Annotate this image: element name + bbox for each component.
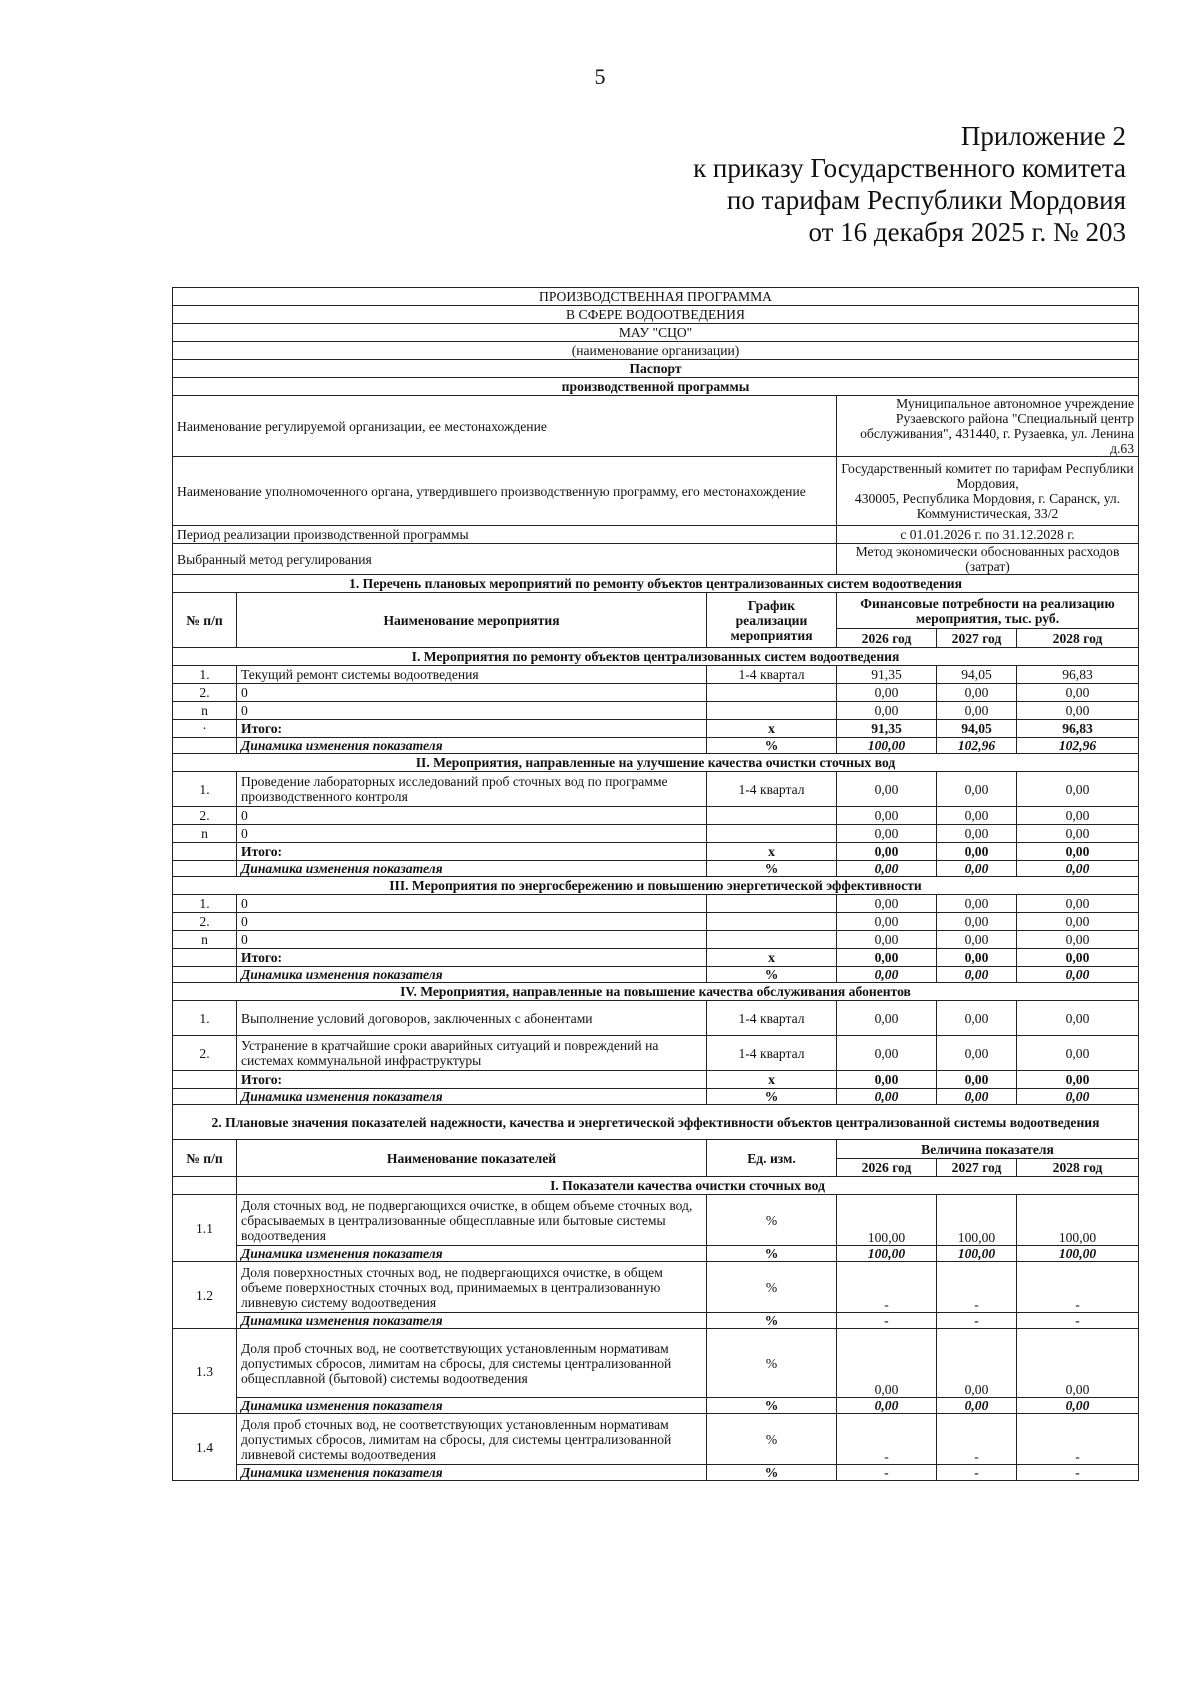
appendix-line: Приложение 2 [960, 121, 1126, 151]
row-name: 0 [237, 702, 707, 720]
indicator-value: 100,00 [1017, 1195, 1139, 1246]
column-header: Наименование мероприятия [237, 593, 707, 648]
row-value: 0,00 [937, 772, 1017, 807]
column-header: График реализации мероприятия [707, 593, 837, 648]
total-mark: х [707, 1071, 837, 1089]
group-title: IV. Мероприятия, направленные на повышение качества обслуживания абонентов [173, 983, 1139, 1001]
dynamics-value: 0,00 [837, 861, 937, 877]
total-value: 94,05 [937, 720, 1017, 738]
appendix-line: от 16 декабря 2025 г. № 203 [808, 217, 1126, 247]
indicator-row [173, 1329, 1139, 1398]
table-row [173, 895, 1139, 913]
dynamics-unit: % [707, 1246, 837, 1262]
indicator-value: 0,00 [1017, 1329, 1139, 1398]
table-row [173, 666, 1139, 684]
empty-cell [173, 861, 237, 877]
row-name: Выполнение условий договоров, заключенных с абонентами [237, 1001, 707, 1036]
year-header: 2027 год [937, 629, 1017, 648]
total-value: 91,35 [837, 720, 937, 738]
total-value: 0,00 [937, 949, 1017, 967]
total-value: 0,00 [837, 843, 937, 861]
table-row [173, 913, 1139, 931]
indicator-value: - [837, 1262, 937, 1313]
group-title-row [173, 754, 1139, 772]
dynamics-value: 0,00 [937, 861, 1017, 877]
row-number [173, 1071, 237, 1089]
row-value: 0,00 [837, 825, 937, 843]
row-value: 0,00 [937, 931, 1017, 949]
column-header: № п/п [173, 1140, 237, 1177]
row-value: 0,00 [1017, 702, 1139, 720]
row-schedule: 1-4 квартал [707, 1036, 837, 1071]
total-row [173, 843, 1139, 861]
indicator-value: 0,00 [837, 1329, 937, 1398]
row-number: 1.1 [173, 1195, 237, 1262]
row-name: Текущий ремонт системы водоотведения [237, 666, 707, 684]
total-value: 0,00 [837, 949, 937, 967]
indicator-value: - [937, 1262, 1017, 1313]
row-number: n [173, 825, 237, 843]
total-label: Итого: [237, 843, 707, 861]
table-row [173, 702, 1139, 720]
row-number: 2. [173, 1036, 237, 1071]
indicator-name: Доля проб сточных вод, не соответствующих установленным нормативам допустимых сбросов, лимитам на сбросы, для системы централизованной ливневой системы водоотведения [237, 1414, 707, 1465]
row-schedule [707, 825, 837, 843]
dynamics-label: Динамика изменения показателя [237, 1465, 707, 1481]
dynamics-value: 0,00 [937, 1089, 1017, 1105]
total-value: 0,00 [837, 1071, 937, 1089]
dynamics-row [173, 1313, 1139, 1329]
dynamics-label: Динамика изменения показателя [237, 967, 707, 983]
row-schedule: 1-4 квартал [707, 666, 837, 684]
row-value: 94,05 [937, 666, 1017, 684]
row-name: 0 [237, 684, 707, 702]
appendix-line: по тарифам Республики Мордовия [726, 185, 1126, 215]
row-value: 0,00 [1017, 807, 1139, 825]
row-number: 2. [173, 684, 237, 702]
table-row [173, 684, 1139, 702]
dynamics-row [173, 738, 1139, 754]
total-label: Итого: [237, 949, 707, 967]
dynamics-value: 0,00 [837, 1398, 937, 1414]
dynamics-value: - [937, 1313, 1017, 1329]
row-number: 2. [173, 807, 237, 825]
dynamics-value: - [1017, 1465, 1139, 1481]
empty-cell [173, 1089, 237, 1105]
row-schedule [707, 807, 837, 825]
row-value: 0,00 [837, 772, 937, 807]
row-value: 0,00 [837, 913, 937, 931]
dynamics-value: - [837, 1465, 937, 1481]
row-schedule [707, 895, 837, 913]
year-header: 2028 год [1017, 629, 1139, 648]
dynamics-label: Динамика изменения показателя [237, 1398, 707, 1414]
indicator-unit: % [707, 1414, 837, 1465]
group-title: I. Показатели качества очистки сточных вод [237, 1177, 1139, 1195]
total-mark: х [707, 949, 837, 967]
row-schedule [707, 931, 837, 949]
row-number: 1. [173, 895, 237, 913]
dynamics-label: Динамика изменения показателя [237, 1089, 707, 1105]
indicator-value: 0,00 [937, 1329, 1017, 1398]
dynamics-value: 100,00 [937, 1246, 1017, 1262]
row-schedule: 1-4 квартал [707, 1001, 837, 1036]
dynamics-value: - [937, 1465, 1017, 1481]
passport-label: Период реализации производственной программы [173, 526, 837, 544]
passport-value: Метод экономически обоснованных расходов (затрат) [837, 544, 1139, 575]
dynamics-label: Динамика изменения показателя [237, 738, 707, 754]
passport-value: с 01.01.2026 г. по 31.12.2028 г. [837, 526, 1139, 544]
dynamics-value: 0,00 [1017, 861, 1139, 877]
row-value: 91,35 [837, 666, 937, 684]
program-subtitle: В СФЕРЕ ВОДООТВЕДЕНИЯ [173, 306, 1139, 324]
row-value: 0,00 [837, 807, 937, 825]
row-value: 0,00 [937, 1036, 1017, 1071]
row-number: n [173, 931, 237, 949]
row-number: 1.3 [173, 1329, 237, 1414]
indicator-unit: % [707, 1195, 837, 1246]
dynamics-mark: % [707, 738, 837, 754]
row-number: 1. [173, 772, 237, 807]
total-mark: х [707, 843, 837, 861]
table-row [173, 1001, 1139, 1036]
dynamics-value: 0,00 [1017, 1089, 1139, 1105]
row-name: 0 [237, 895, 707, 913]
row-name: Проведение лабораторных исследований проб сточных вод по программе производственного контроля [237, 772, 707, 807]
indicator-unit: % [707, 1329, 837, 1398]
dynamics-row [173, 1398, 1139, 1414]
program-title: ПРОИЗВОДСТВЕННАЯ ПРОГРАММА [173, 288, 1139, 306]
row-number [173, 843, 237, 861]
row-value: 0,00 [1017, 895, 1139, 913]
total-label: Итого: [237, 720, 707, 738]
indicator-value: 100,00 [937, 1195, 1017, 1246]
section-title: 2. Плановые значения показателей надежности, качества и энергетической эффективности объектов централизованной системы водоотведения [173, 1105, 1139, 1140]
row-value: 0,00 [937, 807, 1017, 825]
year-header: 2026 год [837, 1159, 937, 1177]
dynamics-row [173, 1089, 1139, 1105]
year-header: 2027 год [937, 1159, 1017, 1177]
total-value: 0,00 [1017, 843, 1139, 861]
row-value: 0,00 [937, 895, 1017, 913]
row-value: 0,00 [837, 1001, 937, 1036]
indicator-name: Доля проб сточных вод, не соответствующих установленным нормативам допустимых сбросов, лимитам на сбросы, для системы централизованной общесплавной (бытовой) системы водоотведения [237, 1329, 707, 1398]
dynamics-row [173, 861, 1139, 877]
row-number: n [173, 702, 237, 720]
section1-rows [173, 648, 1139, 1105]
table-row [173, 825, 1139, 843]
row-number: 1. [173, 666, 237, 684]
total-value: 0,00 [937, 1071, 1017, 1089]
passport-label: Наименование уполномоченного органа, утвердившего производственную программу, его местонахождение [173, 457, 837, 526]
passport-value: Муниципальное автономное учреждение Рузаевского района "Специальный центр обслуживания", 431440, г. Рузаевка, ул. Ленина д.63 [837, 396, 1139, 457]
row-schedule: 1-4 квартал [707, 772, 837, 807]
dynamics-mark: % [707, 861, 837, 877]
indicator-row [173, 1262, 1139, 1313]
total-value: 0,00 [1017, 949, 1139, 967]
row-number [173, 949, 237, 967]
row-value: 0,00 [1017, 1001, 1139, 1036]
group-title-row [173, 648, 1139, 666]
group-title: II. Мероприятия, направленные на улучшение качества очистки сточных вод [173, 754, 1139, 772]
row-number: 2. [173, 913, 237, 931]
dynamics-value: - [1017, 1313, 1139, 1329]
organization-name: МАУ "СЦО" [173, 324, 1139, 342]
dynamics-value: 100,00 [837, 738, 937, 754]
year-header: 2026 год [837, 629, 937, 648]
passport-value: Государственный комитет по тарифам Республики Мордовия, 430005, Республика Мордовия, г. Саранск, ул. Коммунистическая, 33/2 [837, 457, 1139, 526]
dynamics-value: 0,00 [837, 1089, 937, 1105]
dynamics-value: 0,00 [837, 967, 937, 983]
section-title: 1. Перечень плановых мероприятий по ремонту объектов централизованных систем водоотведения [173, 575, 1139, 593]
row-number: · [173, 720, 237, 738]
total-row [173, 720, 1139, 738]
dynamics-row [173, 1246, 1139, 1262]
indicator-value: - [1017, 1414, 1139, 1465]
year-header: 2028 год [1017, 1159, 1139, 1177]
column-header: Наименование показателей [237, 1140, 707, 1177]
total-value: 0,00 [1017, 1071, 1139, 1089]
row-value: 0,00 [1017, 931, 1139, 949]
row-name: Устранение в кратчайшие сроки аварийных ситуаций и повреждений на системах коммунальной инфраструктуры [237, 1036, 707, 1071]
dynamics-unit: % [707, 1398, 837, 1414]
row-value: 0,00 [837, 702, 937, 720]
dynamics-row [173, 967, 1139, 983]
total-row [173, 1071, 1139, 1089]
row-number: 1.2 [173, 1262, 237, 1329]
empty-cell [173, 967, 237, 983]
column-header: Ед. изм. [707, 1140, 837, 1177]
dynamics-value: 0,00 [1017, 967, 1139, 983]
table-row [173, 1036, 1139, 1071]
row-value: 0,00 [1017, 772, 1139, 807]
page-number: 5 [594, 64, 606, 89]
row-value: 0,00 [1017, 684, 1139, 702]
indicator-row [173, 1414, 1139, 1465]
total-value: 0,00 [937, 843, 1017, 861]
indicator-row [173, 1195, 1139, 1246]
organization-caption: (наименование организации) [173, 342, 1139, 360]
appendix-block [693, 120, 1126, 248]
row-schedule [707, 913, 837, 931]
dynamics-value: 0,00 [937, 1398, 1017, 1414]
row-name: 0 [237, 825, 707, 843]
dynamics-label: Динамика изменения показателя [237, 861, 707, 877]
appendix-line: к приказу Государственного комитета [693, 153, 1126, 183]
indicator-name: Доля поверхностных сточных вод, не подвергающихся очистке, в общем объеме поверхностных сточных вод, принимаемых в централизованную ливневую систему водоотведения [237, 1262, 707, 1313]
total-label: Итого: [237, 1071, 707, 1089]
table-row [173, 772, 1139, 807]
row-schedule [707, 702, 837, 720]
column-header: Финансовые потребности на реализацию мероприятия, тыс. руб. [837, 593, 1139, 629]
indicator-unit: % [707, 1262, 837, 1313]
indicator-value: - [1017, 1262, 1139, 1313]
dynamics-mark: % [707, 1089, 837, 1105]
row-number: 1.4 [173, 1414, 237, 1481]
dynamics-row [173, 1465, 1139, 1481]
column-header: № п/п [173, 593, 237, 648]
column-header: Величина показателя [837, 1140, 1139, 1159]
row-name: 0 [237, 913, 707, 931]
dynamics-mark: % [707, 967, 837, 983]
passport-label: Наименование регулируемой организации, ее местонахождение [173, 396, 837, 457]
dynamics-value: 102,96 [937, 738, 1017, 754]
table-row [173, 807, 1139, 825]
indicator-value: - [837, 1414, 937, 1465]
row-number: 1. [173, 1001, 237, 1036]
passport-label: Выбранный метод регулирования [173, 544, 837, 575]
row-value: 0,00 [1017, 913, 1139, 931]
section2-rows [173, 1195, 1139, 1481]
table-row [173, 931, 1139, 949]
empty-cell [173, 738, 237, 754]
dynamics-value: 100,00 [1017, 1246, 1139, 1262]
row-name: 0 [237, 931, 707, 949]
total-row [173, 949, 1139, 967]
empty-cell [173, 1177, 237, 1195]
dynamics-value: 102,96 [1017, 738, 1139, 754]
indicator-value: 100,00 [837, 1195, 937, 1246]
passport-subtitle: производственной программы [173, 378, 1139, 396]
row-value: 0,00 [1017, 1036, 1139, 1071]
dynamics-value: 0,00 [1017, 1398, 1139, 1414]
row-value: 0,00 [837, 684, 937, 702]
dynamics-unit: % [707, 1313, 837, 1329]
row-value: 0,00 [1017, 825, 1139, 843]
row-value: 0,00 [837, 895, 937, 913]
indicator-value: - [937, 1414, 1017, 1465]
row-value: 0,00 [837, 931, 937, 949]
dynamics-value: 100,00 [837, 1246, 937, 1262]
group-title: I. Мероприятия по ремонту объектов централизованных систем водоотведения [173, 648, 1139, 666]
group-title-row [173, 983, 1139, 1001]
indicator-name: Доля сточных вод, не подвергающихся очистке, в общем объеме сточных вод, сбрасываемых в централизованные общесплавные или бытовые системы водоотведения [237, 1195, 707, 1246]
total-value: 96,83 [1017, 720, 1139, 738]
row-value: 0,00 [937, 913, 1017, 931]
row-value: 0,00 [937, 684, 1017, 702]
dynamics-label: Динамика изменения показателя [237, 1313, 707, 1329]
row-value: 96,83 [1017, 666, 1139, 684]
dynamics-unit: % [707, 1465, 837, 1481]
production-program-table [172, 287, 1139, 1481]
row-value: 0,00 [937, 825, 1017, 843]
row-schedule [707, 684, 837, 702]
row-value: 0,00 [837, 1036, 937, 1071]
row-value: 0,00 [937, 1001, 1017, 1036]
group-title: III. Мероприятия по энергосбережению и повышению энергетической эффективности [173, 877, 1139, 895]
total-mark: х [707, 720, 837, 738]
row-value: 0,00 [937, 702, 1017, 720]
dynamics-value: - [837, 1313, 937, 1329]
row-name: 0 [237, 807, 707, 825]
dynamics-label: Динамика изменения показателя [237, 1246, 707, 1262]
passport-title: Паспорт [173, 360, 1139, 378]
group-title-row [173, 877, 1139, 895]
dynamics-value: 0,00 [937, 967, 1017, 983]
